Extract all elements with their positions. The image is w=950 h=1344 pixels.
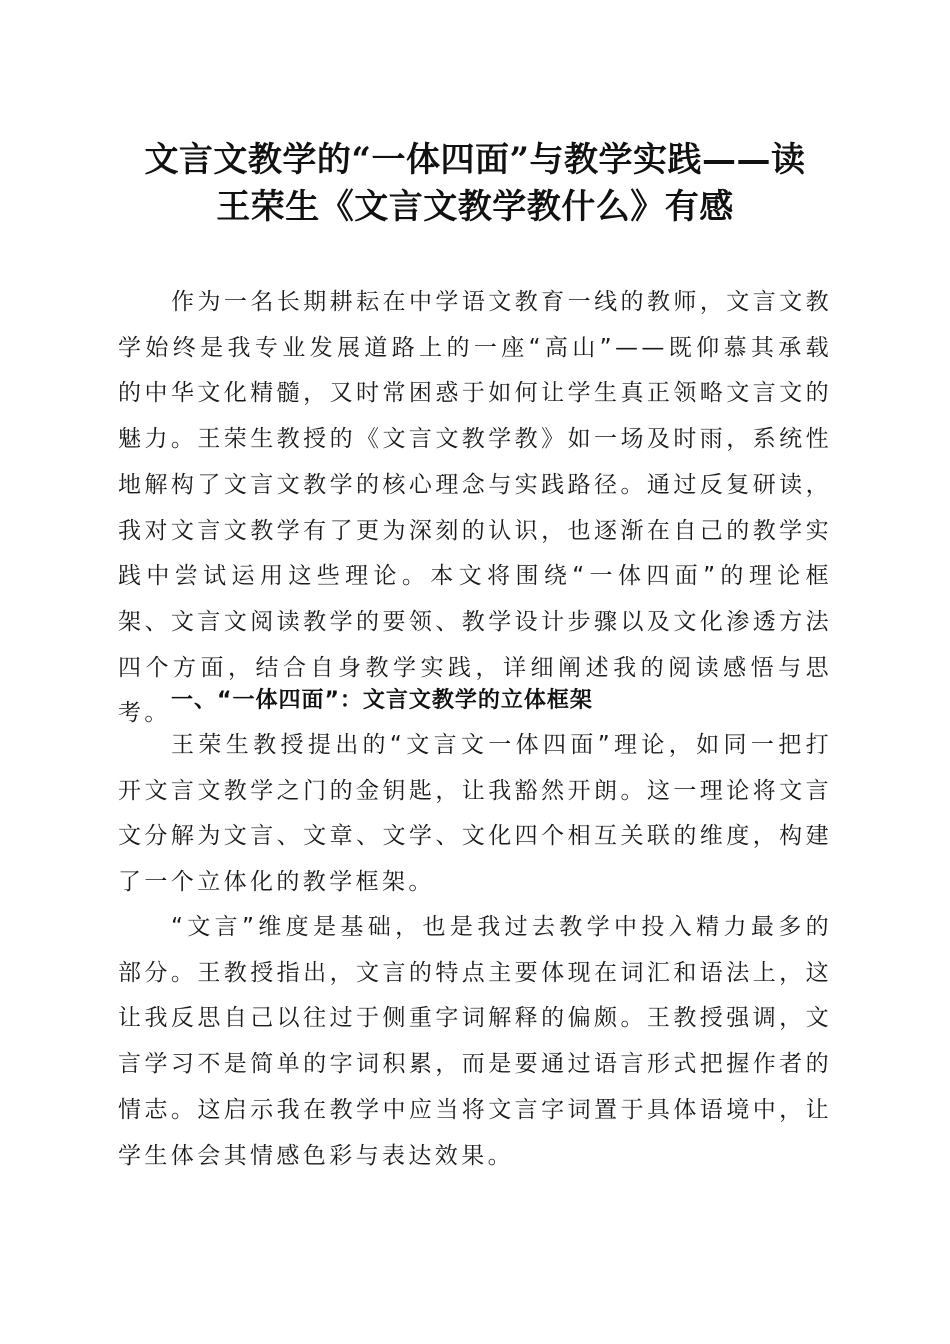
section-heading: 一、“一体四面”：文言文教学的立体框架 [171,688,593,713]
document-title-line2: 王荣生《文言文教学教什么》有感 [216,187,734,227]
document-title-line1: 文言文教学的“一体四面”与教学实践——读 [144,140,806,180]
body-paragraph: “文言”维度是基础，也是我过去教学中投入精力最多的部分。王教授指出，文言的特点主要体现在词汇和语法上，这让我反思自己以往过于侧重字词解释的偏颇。王教授强调，文言学习不是简单的字词积累，而是要通过语言形式把握作者的情志。这启示我在教学中应当将文言字词置于具体语境中，让学生体会其情感色彩与表达效果。 [118,914,832,1169]
body-paragraph: 王荣生教授提出的“文言文一体四面”理论，如同一把打开文言文教学之门的金钥匙，让我豁然开朗。这一理论将文言文分解为文言、文章、文学、文化四个相互关联的维度，构建了一个立体化的教学框架。 [118,732,832,896]
intro-paragraph: 作为一名长期耕耘在中学语文教育一线的教师，文言文教学始终是我专业发展道路上的一座“高山”——既仰慕其承载的中华文化精髓，又时常困惑于如何让学生真正领略文言文的魅力。王荣生教授的《文言文教学教》如一场及时雨，系统性地解构了文言文教学的核心理念与实践路径。通过反复研读，我对文言文教学有了更为深刻的认识，也逐渐在自己的教学实践中尝试运用这些理论。本文将围绕“一体四面”的理论框架、文言文阅读教学的要领、教学设计步骤以及文化渗透方法四个方面，结合自身教学实践，详细阐述我的阅读感悟与思考。 [118,289,832,727]
